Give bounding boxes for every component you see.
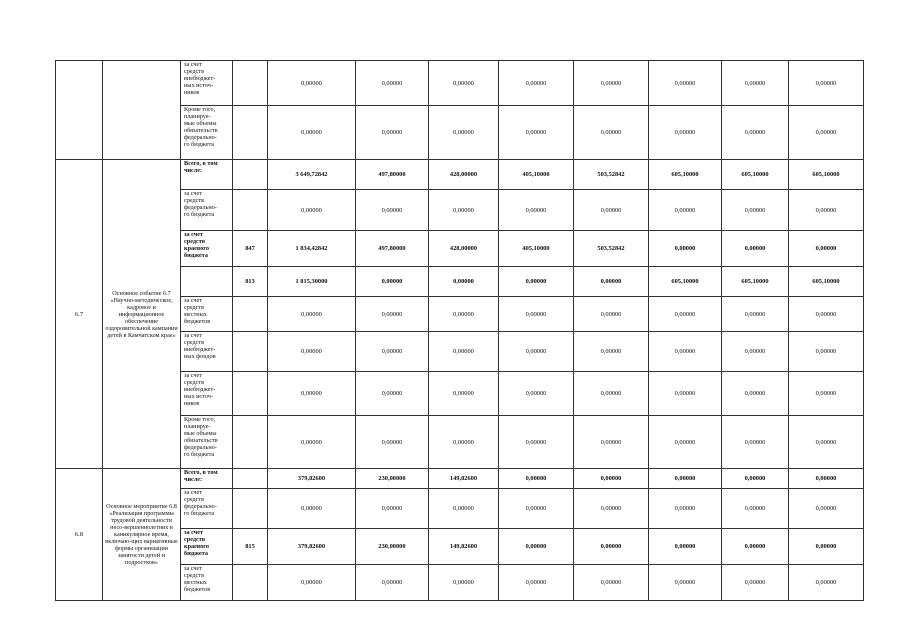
- amount-cell: 0,00000: [268, 332, 356, 372]
- section-event-name: [103, 61, 181, 160]
- funding-source-cell: [181, 372, 233, 416]
- funding-source-line: за счет: [184, 372, 202, 379]
- funding-source-cell: [181, 106, 233, 160]
- amount-cell: 0,00000: [574, 416, 649, 469]
- amount-cell: 0,00000: [649, 231, 722, 267]
- amount-cell: 0,00000: [649, 489, 722, 529]
- amount-cell: 0,00000: [574, 489, 649, 529]
- funding-source-line: федерально-: [184, 134, 217, 141]
- amount-cell: 0,00000: [356, 297, 429, 332]
- amount-cell: 0,00000: [649, 416, 722, 469]
- amount-cell: 3 649,72842: [268, 160, 356, 190]
- funding-source-line: обязательств: [184, 437, 218, 444]
- funding-source-line: бюджетов: [184, 318, 211, 325]
- amount-cell: 605,10000: [789, 160, 864, 190]
- funding-source-line: бюджета: [184, 550, 208, 557]
- funding-source-line: мые объемы: [184, 430, 217, 437]
- funding-source-line: местных: [184, 579, 207, 586]
- amount-cell: 0,00000: [574, 267, 649, 297]
- funding-source-line: го бюджета: [184, 510, 215, 517]
- funding-source-line: средств: [184, 304, 205, 311]
- amount-cell: 0,00000: [268, 190, 356, 231]
- amount-cell: 497,80000: [356, 231, 429, 267]
- kbk-code-cell: [233, 160, 268, 190]
- amount-cell: 0,00000: [789, 372, 864, 416]
- amount-cell: 0,00000: [499, 565, 574, 601]
- amount-cell: 0,00000: [789, 106, 864, 160]
- kbk-code-cell: [233, 61, 268, 106]
- amount-cell: 0,00000: [429, 332, 499, 372]
- amount-cell: 0,00000: [789, 565, 864, 601]
- section-event-name: Основное мероприятие 6.8 «Реализация программы трудовой деятельности несо-вершеннолетних в каникулярное время, включаю-щих вариативные формы организации занятости детей и подростков»: [103, 469, 181, 601]
- kbk-code-cell: [233, 190, 268, 231]
- amount-cell: 0,00000: [649, 190, 722, 231]
- amount-cell: 0,00000: [649, 372, 722, 416]
- amount-cell: 0,00000: [574, 565, 649, 601]
- amount-cell: 0,00000: [722, 190, 789, 231]
- amount-cell: 0,00000: [574, 61, 649, 106]
- amount-cell: 0,00000: [574, 469, 649, 489]
- kbk-code-cell: [233, 332, 268, 372]
- budget-table: [55, 60, 864, 601]
- amount-cell: 149,82600: [429, 529, 499, 565]
- kbk-code-cell: [233, 416, 268, 469]
- amount-cell: 1 834,42842: [268, 231, 356, 267]
- amount-cell: 0,00000: [722, 416, 789, 469]
- funding-source-line: числе:: [184, 167, 203, 174]
- funding-source-cell: [181, 231, 233, 267]
- amount-cell: 0,00000: [789, 297, 864, 332]
- amount-cell: 605,10000: [789, 267, 864, 297]
- funding-source-cell: [181, 190, 233, 231]
- amount-cell: 149,82600: [429, 469, 499, 489]
- kbk-code-cell: [233, 489, 268, 529]
- amount-cell: 0,00000: [499, 416, 574, 469]
- amount-cell: 0,00000: [356, 190, 429, 231]
- amount-cell: 0,00000: [268, 297, 356, 332]
- amount-cell: 0,00000: [499, 106, 574, 160]
- amount-cell: 0,00000: [268, 416, 356, 469]
- amount-cell: 0,00000: [789, 231, 864, 267]
- kbk-code-cell: [233, 469, 268, 489]
- amount-cell: 0,00000: [574, 529, 649, 565]
- amount-cell: 0,00000: [499, 190, 574, 231]
- table-row: [56, 61, 864, 106]
- funding-source-line: за счет: [184, 61, 202, 68]
- funding-source-cell: [181, 297, 233, 332]
- amount-cell: 379,82600: [268, 529, 356, 565]
- amount-cell: 0,00000: [429, 61, 499, 106]
- amount-cell: 0,00000: [499, 61, 574, 106]
- funding-source-line: ников: [184, 400, 200, 407]
- amount-cell: 0,00000: [722, 297, 789, 332]
- funding-source-line: го бюджета: [184, 451, 215, 458]
- amount-cell: 0,00000: [574, 332, 649, 372]
- amount-cell: 0,00000: [356, 332, 429, 372]
- amount-cell: 0,00000: [429, 106, 499, 160]
- amount-cell: 0,00000: [722, 372, 789, 416]
- kbk-code-cell: [233, 106, 268, 160]
- amount-cell: 0,00000: [268, 565, 356, 601]
- funding-source-line: внебюджет-: [184, 346, 216, 353]
- funding-source-line: го бюджета: [184, 211, 215, 218]
- funding-source-cell: [181, 332, 233, 372]
- funding-source-line: внебюджет-: [184, 75, 216, 82]
- funding-source-line: обязательств: [184, 127, 218, 134]
- amount-cell: 0,00000: [722, 231, 789, 267]
- amount-cell: 0,00000: [429, 190, 499, 231]
- amount-cell: 0,00000: [722, 332, 789, 372]
- amount-cell: 0,00000: [429, 565, 499, 601]
- funding-source-line: мые объемы: [184, 120, 217, 127]
- amount-cell: 0,00000: [574, 190, 649, 231]
- amount-cell: 0,00000: [722, 489, 789, 529]
- funding-source-line: краевого: [184, 543, 209, 550]
- amount-cell: 0,00000: [268, 372, 356, 416]
- section-code: [56, 61, 103, 160]
- amount-cell: 0,00000: [789, 529, 864, 565]
- funding-source-cell: [181, 565, 233, 601]
- funding-source-line: бюджетов: [184, 586, 211, 593]
- amount-cell: 0,00000: [499, 529, 574, 565]
- funding-source-line: Всего, в том: [184, 469, 218, 476]
- amount-cell: 0,00000: [649, 565, 722, 601]
- kbk-code-cell: 815: [233, 529, 268, 565]
- funding-source-line: Кроме того,: [184, 106, 216, 113]
- funding-source-cell: [181, 160, 233, 190]
- funding-source-line: за счет: [184, 489, 202, 496]
- kbk-code-cell: 813: [233, 267, 268, 297]
- section-event-name: Основное событие 6.7 «Научно-методическое, кадровое и информационное обеспечение оздоровительной кампании детей в Камчатском крае»: [103, 160, 181, 469]
- amount-cell: 0,00000: [356, 489, 429, 529]
- amount-cell: 0,00000: [499, 469, 574, 489]
- amount-cell: 0,00000: [789, 489, 864, 529]
- amount-cell: 503,52842: [574, 160, 649, 190]
- funding-source-line: средств: [184, 339, 205, 346]
- funding-source-line: ников: [184, 89, 200, 96]
- amount-cell: 0,00000: [722, 106, 789, 160]
- amount-cell: 0,00000: [356, 106, 429, 160]
- amount-cell: 0,00000: [499, 332, 574, 372]
- amount-cell: 605,10000: [722, 267, 789, 297]
- kbk-code-cell: 847: [233, 231, 268, 267]
- amount-cell: 0,00000: [429, 267, 499, 297]
- amount-cell: 0,00000: [649, 61, 722, 106]
- funding-source-line: планируе-: [184, 113, 211, 120]
- funding-source-line: за счет: [184, 231, 204, 238]
- amount-cell: 0,00000: [649, 529, 722, 565]
- funding-source-line: средств: [184, 572, 205, 579]
- funding-source-cell: [181, 416, 233, 469]
- funding-source-line: за счет: [184, 565, 202, 572]
- amount-cell: 0,00000: [429, 489, 499, 529]
- funding-source-line: краевого: [184, 245, 209, 252]
- amount-cell: 0,00000: [356, 416, 429, 469]
- funding-source-line: ных источ-: [184, 82, 213, 89]
- table-row: [56, 469, 864, 489]
- amount-cell: 0,00000: [268, 489, 356, 529]
- funding-source-line: за счет: [184, 297, 202, 304]
- amount-cell: 0,00000: [356, 372, 429, 416]
- funding-source-line: внебюджет-: [184, 386, 216, 393]
- amount-cell: 0,00000: [268, 61, 356, 106]
- funding-source-line: го бюджета: [184, 141, 215, 148]
- funding-source-line: планируе-: [184, 423, 211, 430]
- amount-cell: 605,10000: [722, 160, 789, 190]
- amount-cell: 0,00000: [789, 332, 864, 372]
- amount-cell: 0,00000: [649, 106, 722, 160]
- funding-source-line: за счет: [184, 190, 202, 197]
- funding-source-line: за счет: [184, 332, 202, 339]
- amount-cell: 0,00000: [356, 565, 429, 601]
- amount-cell: 605,10000: [649, 160, 722, 190]
- amount-cell: 0,00000: [574, 297, 649, 332]
- kbk-code-cell: [233, 372, 268, 416]
- funding-source-line: средств: [184, 496, 205, 503]
- section-code: 6.8: [56, 469, 103, 601]
- funding-source-cell: [181, 529, 233, 565]
- kbk-code-cell: [233, 297, 268, 332]
- amount-cell: 0,00000: [789, 190, 864, 231]
- funding-source-line: средств: [184, 197, 205, 204]
- amount-cell: 0,00000: [789, 469, 864, 489]
- funding-source-line: Кроме того,: [184, 416, 216, 423]
- section-code: 6.7: [56, 160, 103, 469]
- funding-source-line: ных фондов: [184, 353, 216, 360]
- funding-source-cell: [181, 61, 233, 106]
- funding-source-line: федерально-: [184, 444, 217, 451]
- funding-source-line: средств: [184, 238, 206, 245]
- amount-cell: 0,00000: [499, 297, 574, 332]
- amount-cell: 0,00000: [649, 332, 722, 372]
- amount-cell: 230,00000: [356, 529, 429, 565]
- funding-source-line: бюджета: [184, 252, 208, 259]
- budget-table-body: [56, 61, 864, 601]
- amount-cell: 0,00000: [722, 565, 789, 601]
- amount-cell: 1 815,30000: [268, 267, 356, 297]
- funding-source-line: Всего, в том: [184, 160, 218, 167]
- amount-cell: 0,00000: [429, 416, 499, 469]
- amount-cell: 0,00000: [499, 267, 574, 297]
- amount-cell: 0,00000: [649, 469, 722, 489]
- amount-cell: 0,00000: [789, 61, 864, 106]
- funding-source-line: средств: [184, 536, 206, 543]
- amount-cell: 0,00000: [429, 297, 499, 332]
- kbk-code-cell: [233, 565, 268, 601]
- amount-cell: 0,00000: [499, 372, 574, 416]
- amount-cell: 503,52842: [574, 231, 649, 267]
- amount-cell: 428,00000: [429, 160, 499, 190]
- funding-source-line: средств: [184, 379, 205, 386]
- amount-cell: 379,82600: [268, 469, 356, 489]
- funding-source-line: местных: [184, 311, 207, 318]
- amount-cell: 0,00000: [356, 61, 429, 106]
- funding-source-line: федерально-: [184, 204, 217, 211]
- amount-cell: 405,10000: [499, 160, 574, 190]
- amount-cell: 0,00000: [649, 297, 722, 332]
- amount-cell: 230,00000: [356, 469, 429, 489]
- amount-cell: 0,00000: [574, 106, 649, 160]
- funding-source-line: за счет: [184, 529, 204, 536]
- funding-source-line: федерально-: [184, 503, 217, 510]
- amount-cell: 0,00000: [789, 416, 864, 469]
- amount-cell: 428,00000: [429, 231, 499, 267]
- funding-source-cell: [181, 489, 233, 529]
- amount-cell: 405,10000: [499, 231, 574, 267]
- amount-cell: 0,00000: [356, 267, 429, 297]
- amount-cell: 0,00000: [429, 372, 499, 416]
- funding-source-cell: [181, 469, 233, 489]
- amount-cell: 0,00000: [574, 372, 649, 416]
- table-row: [56, 160, 864, 190]
- amount-cell: 605,10000: [649, 267, 722, 297]
- amount-cell: 0,00000: [499, 489, 574, 529]
- funding-source-cell: [181, 267, 233, 297]
- funding-source-line: ных источ-: [184, 393, 213, 400]
- amount-cell: 497,80000: [356, 160, 429, 190]
- funding-source-line: средств: [184, 68, 205, 75]
- amount-cell: 0,00000: [268, 106, 356, 160]
- amount-cell: 0,00000: [722, 469, 789, 489]
- amount-cell: 0,00000: [722, 61, 789, 106]
- funding-source-line: числе:: [184, 476, 203, 483]
- amount-cell: 0,00000: [722, 529, 789, 565]
